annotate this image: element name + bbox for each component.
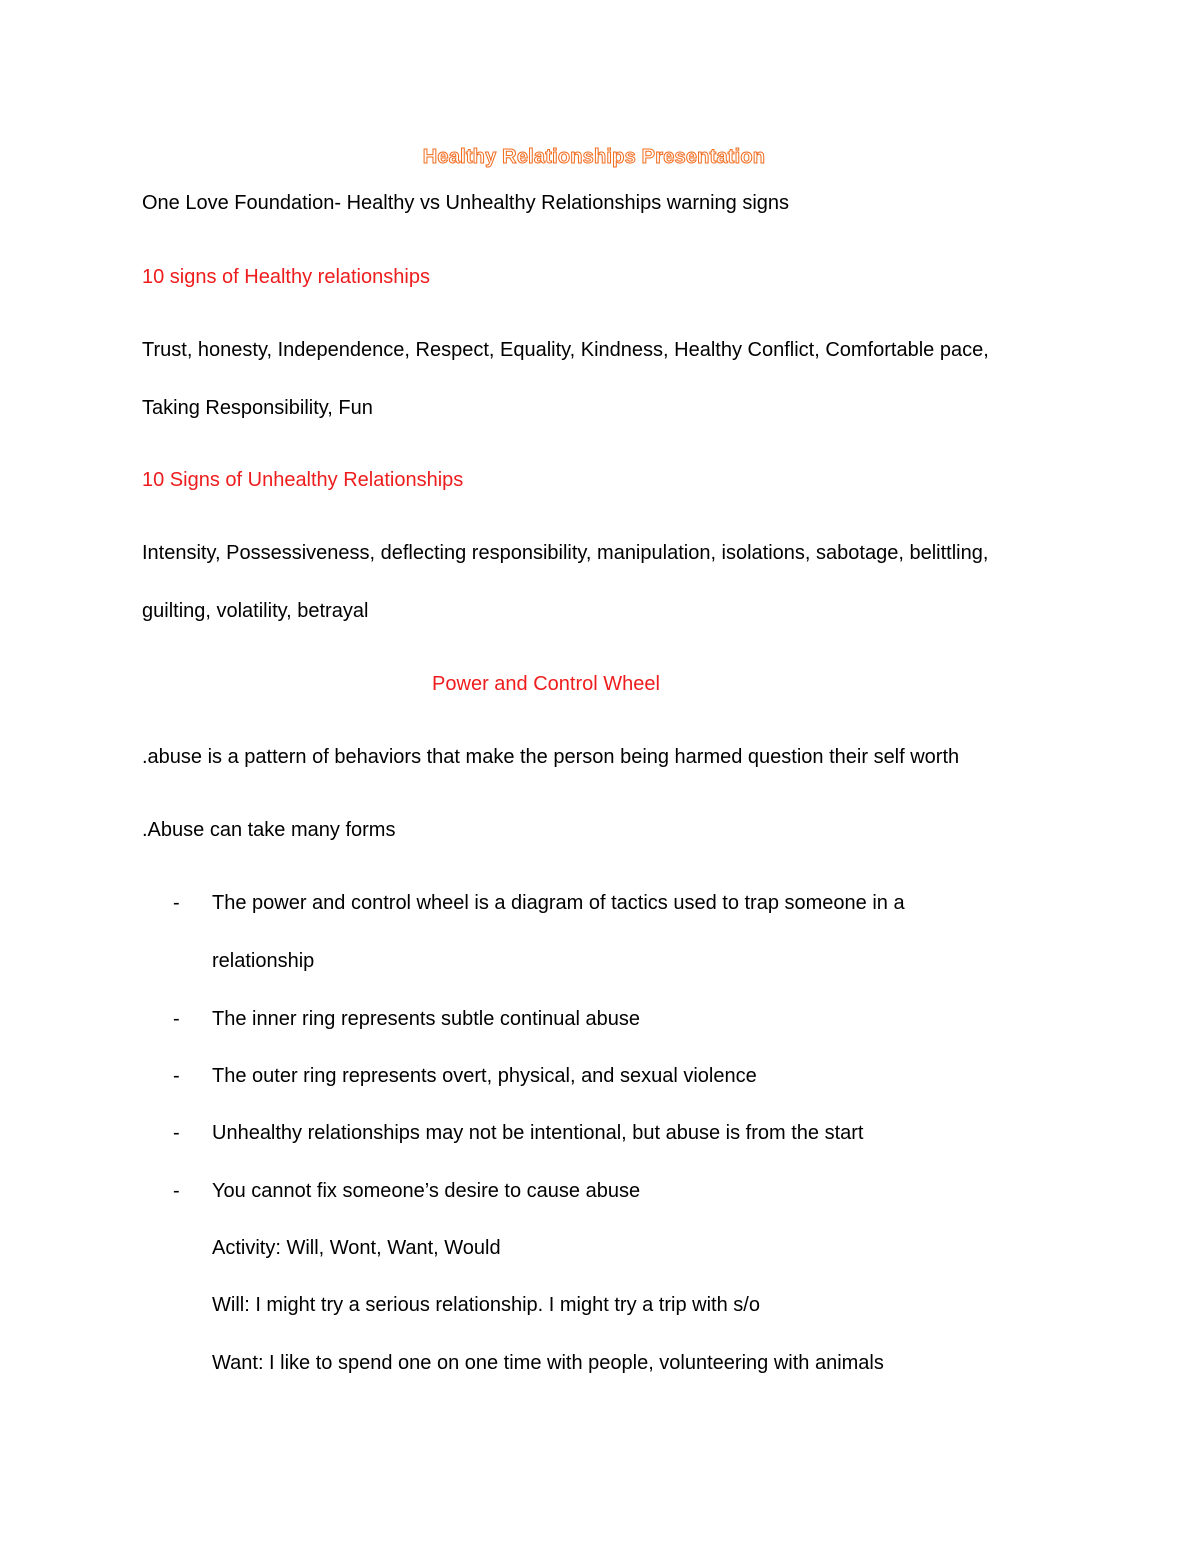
healthy-signs-heading: 10 signs of Healthy relationships [142,266,430,288]
bullet-marker: - [173,1008,180,1030]
bullet-marker: - [173,1122,180,1144]
bullet-marker: - [173,892,180,914]
will-text: Will: I might try a serious relationship. I might try a trip with s/o [212,1294,760,1316]
document-subtitle: One Love Foundation- Healthy vs Unhealthy Relationships warning signs [142,192,790,214]
healthy-signs-line-1: Trust, honesty, Independence, Respect, Equality, Kindness, Healthy Conflict, Comfortable pace, [142,339,989,361]
bullet-1-line-2: relationship [212,950,315,972]
bullet-2: The inner ring represents subtle continual abuse [212,1008,641,1030]
document-title: Healthy Relationships Presentation [422,146,766,168]
wheel-heading: Power and Control Wheel [432,673,660,695]
bullet-5: You cannot fix someone’s desire to cause abuse [212,1180,641,1202]
bullet-1-line-1: The power and control wheel is a diagram of tactics used to trap someone in a [212,892,905,914]
unhealthy-signs-heading: 10 Signs of Unhealthy Relationships [142,469,464,491]
bullet-4: Unhealthy relationships may not be intentional, but abuse is from the start [212,1122,864,1144]
bullet-marker: - [173,1180,180,1202]
bullet-3: The outer ring represents overt, physical, and sexual violence [212,1065,757,1087]
unhealthy-signs-line-1: Intensity, Possessiveness, deflecting responsibility, manipulation, isolations, sabotage, belittling, [142,542,989,564]
activity-text: Activity: Will, Wont, Want, Would [212,1237,501,1259]
abuse-forms-text: .Abuse can take many forms [142,819,396,841]
abuse-pattern-text: .abuse is a pattern of behaviors that make the person being harmed question their self worth [142,746,960,768]
want-text: Want: I like to spend one on one time with people, volunteering with animals [212,1352,884,1374]
unhealthy-signs-line-2: guilting, volatility, betrayal [142,600,369,622]
bullet-marker: - [173,1065,180,1087]
healthy-signs-line-2: Taking Responsibility, Fun [142,397,373,419]
